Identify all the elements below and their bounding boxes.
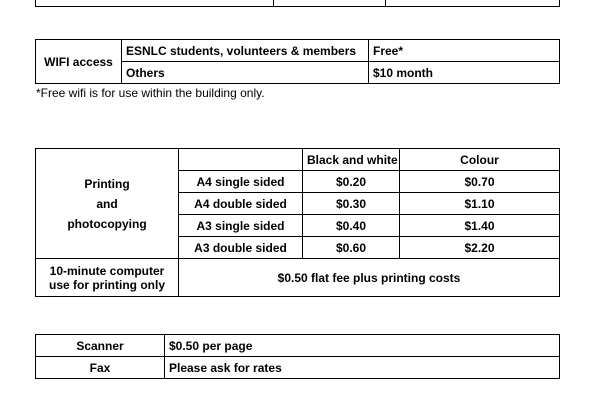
wifi-price-others: $10 month [369,62,560,84]
header-colour: Colour [400,149,560,171]
service-fax: Fax [36,357,165,379]
computer-label-line1: 10-minute computer [49,263,165,278]
printing-table [35,148,560,297]
printing-label-line1: Printing [84,176,130,191]
price-colour: $0.70 [400,171,560,193]
price-bw: $0.30 [303,193,400,215]
price-colour: $1.10 [400,193,560,215]
computer-label-line2: use for printing only [49,277,165,292]
wifi-table [35,39,560,84]
price-colour: $1.40 [400,215,560,237]
header-blank [179,149,303,171]
price-scanner: $0.50 per page [165,335,560,357]
size-a3-double: A3 double sided [179,237,303,259]
wifi-price-members: Free* [369,40,560,62]
price-bw: $0.40 [303,215,400,237]
size-a4-single: A4 single sided [179,171,303,193]
fragment-cell [274,0,386,7]
wifi-note: *Free wifi is for use within the building only. [36,86,265,100]
price-fax: Please ask for rates [165,357,560,379]
service-scanner: Scanner [36,335,165,357]
computer-price: $0.50 flat fee plus printing costs [179,259,560,297]
wifi-who-others: Others [122,62,369,84]
wifi-label: WIFI access [36,40,122,84]
wifi-who-members: ESNLC students, volunteers & members [122,40,369,62]
other-services-table [35,334,560,379]
size-a4-double: A4 double sided [179,193,303,215]
printing-label [36,149,179,259]
price-bw: $0.60 [303,237,400,259]
previous-table-fragment [35,0,560,7]
header-bw: Black and white [303,149,400,171]
fragment-cell [36,0,274,7]
printing-label-line2: and [96,196,118,211]
computer-label [36,259,179,297]
fragment-cell [386,0,560,7]
price-bw: $0.20 [303,171,400,193]
price-colour: $2.20 [400,237,560,259]
size-a3-single: A3 single sided [179,215,303,237]
printing-label-line3: photocopying [67,216,147,231]
